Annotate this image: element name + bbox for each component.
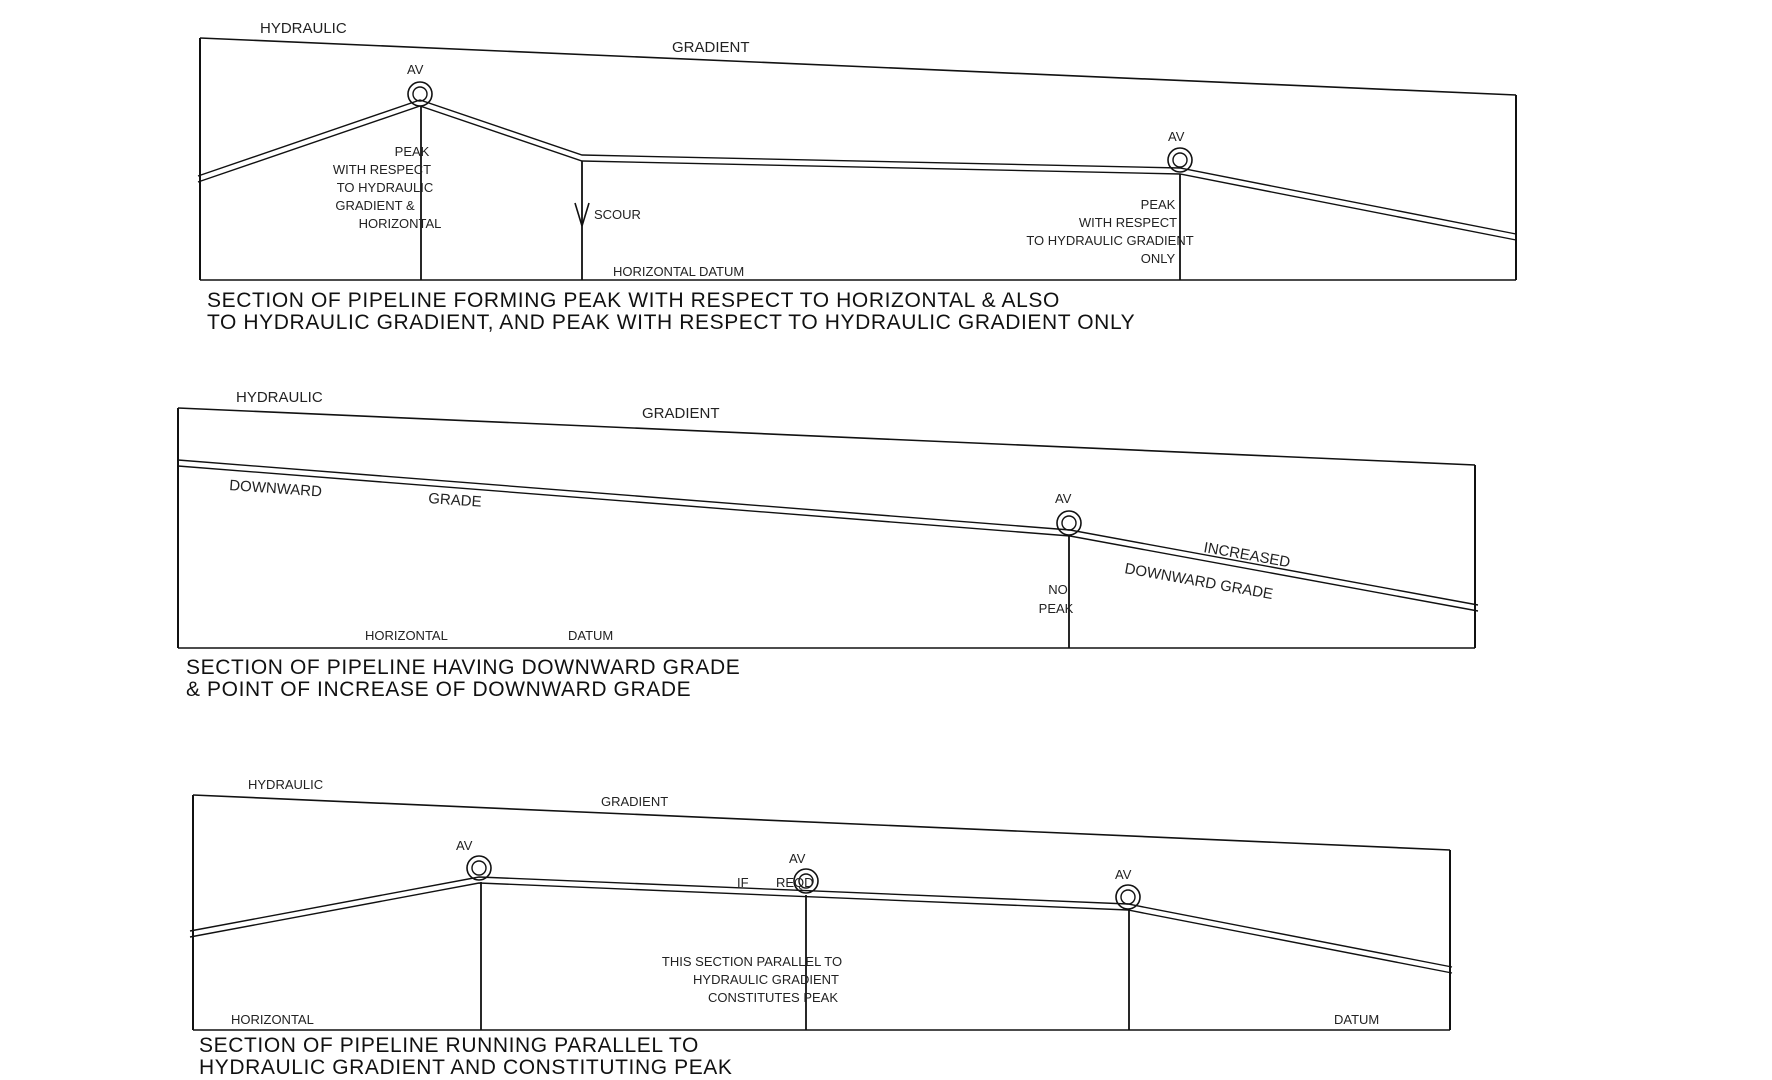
section-note-line: THIS SECTION PARALLEL TO (661, 954, 843, 969)
air-valve-label: AV (1168, 129, 1185, 144)
caption-line: TO HYDRAULIC GRADIENT, AND PEAK WITH RESPECT TO HYDRAULIC GRADIENT ONLY (207, 311, 1136, 334)
peak-note-line: ONLY (1140, 251, 1176, 266)
peak-note-line: WITH RESPECT (1078, 215, 1178, 230)
grade-label: GRADE (427, 490, 483, 511)
air-valve-icon (1116, 885, 1140, 909)
hydraulic-gradient-line (178, 408, 1475, 465)
air-valve-label: AV (1055, 491, 1072, 506)
datum-label: DATUM (568, 628, 614, 643)
scour-label: SCOUR (594, 207, 641, 222)
caption-line: SECTION OF PIPELINE RUNNING PARALLEL TO (199, 1034, 699, 1057)
caption-line: SECTION OF PIPELINE HAVING DOWNWARD GRADE (186, 656, 741, 679)
gradient-label: GRADIENT (672, 39, 750, 56)
horizontal-datum-label: HORIZONTAL DATUM (613, 264, 745, 279)
horizontal-label: HORIZONTAL (365, 628, 448, 643)
caption-line: & POINT OF INCREASE OF DOWNWARD GRADE (186, 678, 692, 701)
reqd-label: REQD (776, 875, 814, 890)
hydraulic-label: HYDRAULIC (260, 20, 347, 37)
peak-note-line: PEAK (1140, 197, 1176, 212)
peak-note-line: WITH RESPECT (332, 162, 432, 177)
peak-note-line: HORIZONTAL (358, 216, 442, 231)
caption-line: HYDRAULIC GRADIENT AND CONSTITUTING PEAK (199, 1056, 733, 1079)
increased-label: INCREASED (1202, 539, 1292, 572)
air-valve-label: AV (456, 838, 473, 853)
air-valve-icon (408, 82, 432, 106)
if-label: IF (737, 875, 749, 890)
air-valve-label: AV (1115, 867, 1132, 882)
gradient-label: GRADIENT (601, 794, 669, 809)
diagram-parallel-to-hydraulic (190, 777, 1452, 1079)
gradient-label: GRADIENT (642, 405, 720, 422)
hydraulic-label: HYDRAULIC (248, 777, 324, 792)
downward-label: DOWNWARD (228, 477, 323, 501)
air-valve-label: AV (407, 62, 424, 77)
pipeline-lower-edge (178, 466, 1478, 611)
section-note-line: HYDRAULIC GRADIENT (693, 972, 839, 987)
peak-note-line: PEAK (394, 144, 430, 159)
air-valve-label: AV (789, 851, 806, 866)
peak-note-line: TO HYDRAULIC (336, 180, 434, 195)
diagram-peak-horizontal-and-hydraulic (198, 20, 1516, 334)
air-valve-icon (1057, 511, 1081, 535)
no-peak-line: NO (1048, 582, 1068, 597)
peak-note-line: GRADIENT & (335, 198, 415, 213)
section-note-line: CONSTITUTES PEAK (707, 990, 839, 1005)
diagram-downward-grade (178, 389, 1478, 701)
downward-grade-label: DOWNWARD GRADE (1123, 560, 1275, 604)
hydraulic-gradient-line (200, 38, 1516, 95)
horizontal-label: HORIZONTAL (231, 1012, 314, 1027)
peak-note-line: TO HYDRAULIC GRADIENT (1026, 233, 1194, 248)
hydraulic-gradient-line (193, 795, 1450, 850)
caption-line: SECTION OF PIPELINE FORMING PEAK WITH RESPECT TO HORIZONTAL & ALSO (207, 289, 1060, 312)
datum-label: DATUM (1334, 1012, 1380, 1027)
no-peak-line: PEAK (1038, 601, 1074, 616)
hydraulic-label: HYDRAULIC (236, 389, 323, 406)
